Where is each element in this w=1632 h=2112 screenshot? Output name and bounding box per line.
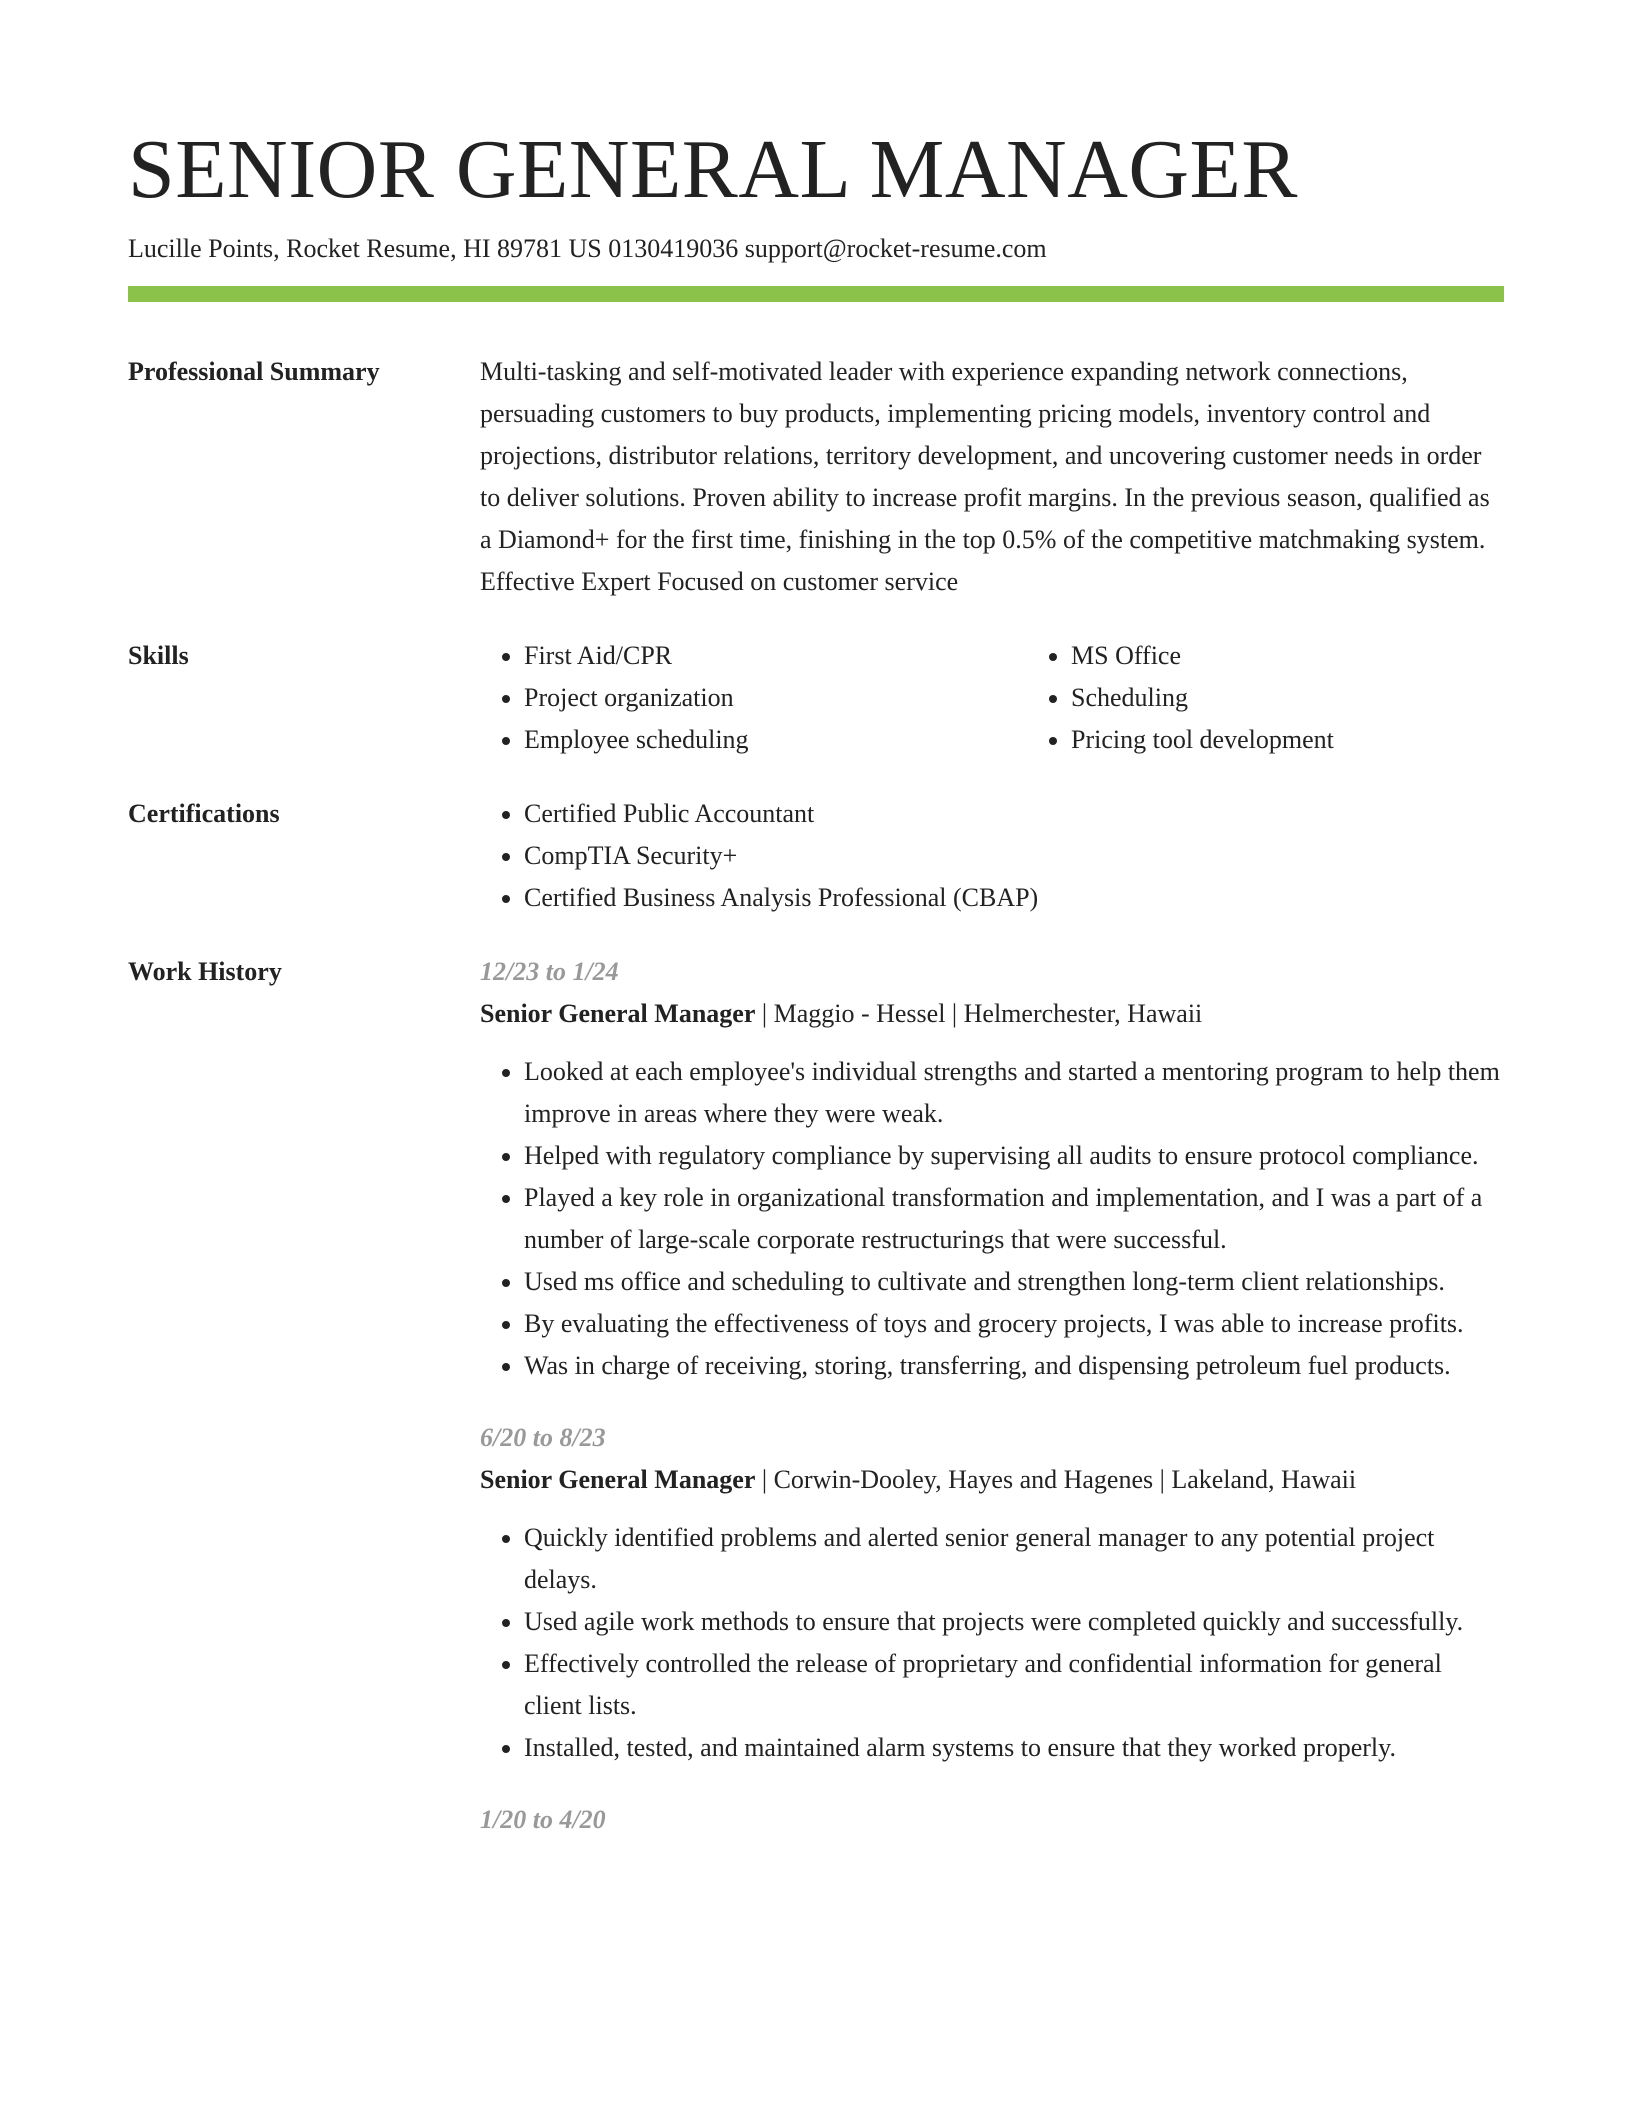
skills-list-right	[1027, 635, 1574, 761]
job-details: | Maggio - Hessel | Helmerchester, Hawaii	[755, 999, 1203, 1028]
job-bullet: • Installed, tested, and maintained alarm systems to ensure that they worked properly.	[524, 1727, 1504, 1769]
job-title: Senior General Manager	[480, 999, 756, 1028]
resume-title: SENIOR GENERAL MANAGER	[128, 123, 1298, 216]
section-body	[480, 951, 1504, 1871]
skill-item: • Employee scheduling	[524, 719, 1027, 761]
skills-list-left	[480, 635, 1027, 761]
skill-item: • Pricing tool development	[1071, 719, 1574, 761]
job-bullet: • Used ms office and scheduling to cultivate and strengthen long-term client relationships.	[524, 1261, 1504, 1303]
certification-item: • Certified Business Analysis Professional (CBAP)	[524, 877, 1504, 919]
job-bullet: • Played a key role in organizational transformation and implementation, and I was a part of a number of large-scale corporate restructurings that were successful.	[524, 1177, 1504, 1261]
work-history-section	[128, 951, 1504, 1871]
certification-item: • Certified Public Accountant	[524, 793, 1504, 835]
job-entry	[480, 1799, 1504, 1841]
certification-item: • CompTIA Security+	[524, 835, 1504, 877]
job-dates: 6/20 to 8/23	[480, 1423, 606, 1452]
certifications-section	[128, 793, 1504, 919]
professional-summary-section	[128, 351, 1504, 603]
section-heading: Work History	[128, 957, 282, 986]
job-dates: 12/23 to 1/24	[480, 957, 619, 986]
skill-item: • MS Office	[1071, 635, 1574, 677]
section-heading: Professional Summary	[128, 357, 380, 386]
section-heading: Skills	[128, 641, 189, 670]
contact-info: Lucille Points, Rocket Resume, HI 89781 US 0130419036 support@rocket-resume.com	[128, 234, 1047, 263]
skills-section	[128, 635, 1504, 761]
certifications-list	[480, 793, 1504, 919]
job-bullet: • Helped with regulatory compliance by supervising all audits to ensure protocol compliance.	[524, 1135, 1504, 1177]
job-bullets	[480, 1051, 1504, 1387]
skills-grid	[480, 635, 1574, 761]
job-bullet: • Used agile work methods to ensure that projects were completed quickly and successfully.	[524, 1601, 1504, 1643]
job-bullet: • Was in charge of receiving, storing, transferring, and dispensing petroleum fuel products.	[524, 1345, 1504, 1387]
job-header	[480, 993, 1504, 1035]
resume-sections	[128, 351, 1504, 1871]
skill-item: • Scheduling	[1071, 677, 1574, 719]
section-heading: Certifications	[128, 799, 280, 828]
skill-item: • First Aid/CPR	[524, 635, 1027, 677]
accent-divider	[128, 286, 1504, 302]
job-bullet: • Effectively controlled the release of proprietary and confidential information for general client lists.	[524, 1643, 1504, 1727]
job-bullet: • Looked at each employee's individual strengths and started a mentoring program to help them improve in areas where they were weak.	[524, 1051, 1504, 1135]
summary-text: Multi-tasking and self-motivated leader with experience expanding network connections, persuading customers to buy products, implementing pricing models, inventory control and projections, distributor relations, territory development, and uncovering customer needs in order to deliver solutions. Proven ability to increase profit margins. In the previous season, qualified as a Diamond+ for the first time, finishing in the top 0.5% of the competitive matchmaking system. Effective Expert Focused on customer service	[480, 357, 1490, 596]
section-body	[480, 351, 1504, 603]
job-details: | Corwin-Dooley, Hayes and Hagenes | Lakeland, Hawaii	[755, 1465, 1357, 1494]
job-bullets	[480, 1517, 1504, 1769]
job-header	[480, 1459, 1504, 1501]
job-entry	[480, 951, 1504, 1387]
job-entry	[480, 1417, 1504, 1769]
job-title: Senior General Manager	[480, 1465, 756, 1494]
job-bullet: • Quickly identified problems and alerted senior general manager to any potential project delays.	[524, 1517, 1504, 1601]
section-body	[480, 793, 1504, 919]
job-bullet: • By evaluating the effectiveness of toys and grocery projects, I was able to increase profits.	[524, 1303, 1504, 1345]
skill-item: • Project organization	[524, 677, 1027, 719]
job-dates: 1/20 to 4/20	[480, 1805, 606, 1834]
